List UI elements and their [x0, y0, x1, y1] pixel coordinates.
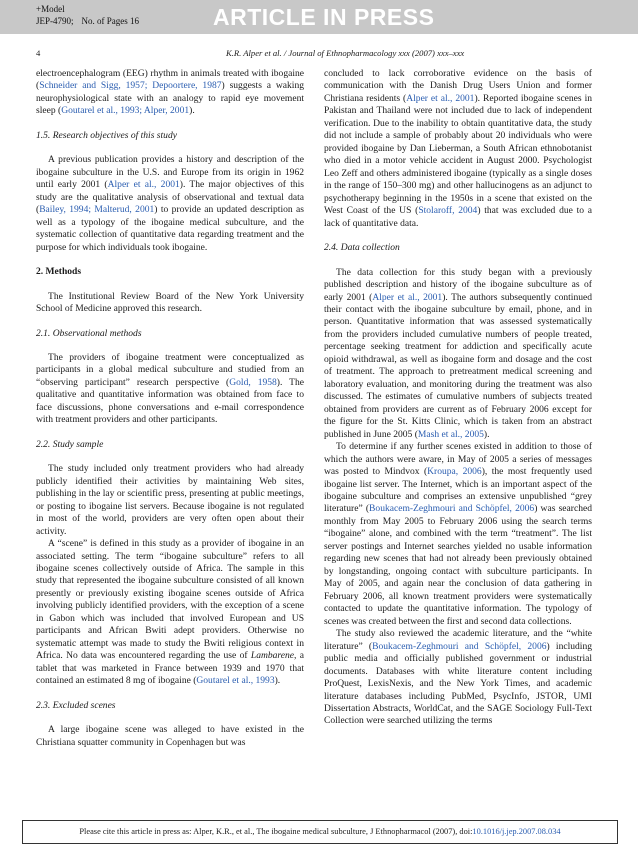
citation-link[interactable]: Schneider and Sigg, 1957; Depoortere, 1987 [39, 80, 222, 92]
citation-link[interactable]: Mash et al., 2005 [417, 428, 484, 440]
subsection-heading-2-2: 2.2. Study sample [36, 438, 104, 450]
paragraph: concluded to lack corroborative evidence on the basis of communication with the Danish Drug Users Union and former Christiana residents (Alper et al., 2001). Reported ibogaine scenes in Pakistan and Thailand were not included due to lack of independent verification. Due to the inability to obtain quantitative data, the study did not include a sample of probably about 20 individuals who were provided ibogaine by Dan Lieberman, a South African ethnobotanist who died in a motor vehicle accident in August 2000. Psychologist Leo Zeff and others administered ibogaine (typically as a single doses in the range of 150–300 mg) and other hallucinogens as an adjunct to psychotherapy beginning in the 1950s in a scene that existed on the West Coast of the US (Stolaroff, 2004) that was excluded due to a lack of quantitative data. [324, 68, 593, 229]
citation-link[interactable]: Goutarel et al., 1993 [196, 675, 275, 687]
paragraph: A large ibogaine scene was alleged to have existed in the Christiana squatter community in Copenhagen but was [36, 724, 304, 748]
citation-footer [22, 820, 618, 844]
citation-link[interactable]: Goutarel et al., 1993; Alper, 2001 [61, 105, 190, 117]
citation-link[interactable]: Boukacem-Zeghmouri and Schöpfel, 2006 [372, 640, 547, 652]
running-reference: K.R. Alper et al. / Journal of Ethnopharmacology xxx (2007) xxx–xxx [226, 48, 465, 58]
left-column [36, 68, 304, 749]
citation-link[interactable]: Stolaroff, 2004 [418, 205, 478, 217]
citation-link[interactable]: Gold, 1958 [229, 376, 277, 388]
citation-link[interactable]: Bailey, 1994; Malterud, 2001 [39, 204, 155, 216]
right-column [324, 68, 592, 728]
banner-title: ARTICLE IN PRESS [213, 4, 435, 30]
page-number: 4 [36, 48, 41, 58]
model-label: +Model [36, 4, 65, 14]
paragraph: The study also reviewed the academic literature, and the “white literature” (Boukacem-Zeghmouri and Schöpfel, 2006) including public media and officially published government or industrial documents. Databases with white literature content including ProQuest, LexisNexis, and the New York Times, and academic literature databases including PubMed, PsycInfo, JSTOR, UMI Dissertation Abstracts, WorldCat, and the SAGE Sociology Full-Text Collection were searched utilizing the terms [324, 628, 592, 727]
citation-link[interactable]: Kroupa, 2006 [427, 466, 482, 478]
paragraph: The providers of ibogaine treatment were conceptualized as participants in a global medical subculture and studied from an “observing participant” research perspective (Gold, 1958). The qualitative and quantitative information was obtained from face to face discussions, phone conversations and e-mail correspondence with treatment providers and other participants. [36, 351, 304, 426]
banner-meta [36, 3, 147, 27]
citation-link[interactable]: Boukacem-Zeghmouri and Schöpfel, 2006 [369, 503, 535, 515]
paragraph: A previous publication provides a history and description of the ibogaine subculture in the U.S. and Europe from its origin in 1962 until early 2001 (Alper et al., 2001). The major objectives of this study are the qualitative analysis of observational and textual data (Bailey, 1994; Malterud, 2001) to provide an updated description as well as a typology of the ibogaine medical subculture, and the systematic collection of quantitative data regarding treatment and the purpose for which individuals took ibogaine. [36, 154, 305, 253]
article-in-press-banner [0, 0, 638, 34]
paragraph: The data collection for this study began with a previously published description and history of the ibogaine subculture as of early 2001 (Alper et al., 2001). The authors subsequently continued their contact with the ibogaine subculture by email, phone, and in person. Quantitative information that was assessed systematically from the providers included cumulative numbers of people treated, percentage seeking treatment for addiction and specifically acute opioid withdrawal, as well as ibogaine form and dosage and the cost of treatment. The approach to pretreatment medical screening and laboratory evaluation, and monitoring during the treatment was also discussed. The estimates of cumulative numbers of subjects treated obtained from providers are current as of February 2006 except for the figure for the St. Kitts Clinic, which is taken from an abstract published in June 2005 (Mash et al., 2005). [324, 266, 592, 440]
subsection-heading-2-3: 2.3. Excluded scenes [36, 699, 116, 711]
subsection-heading-2-4: 2.4. Data collection [324, 242, 400, 254]
footer-citation-text: Please cite this article in press as: Alper, K.R., et al., The ibogaine medical subculture, J Ethnopharmacol (2007), doi: [79, 827, 473, 836]
doi-link[interactable]: 10.1016/j.jep.2007.08.034 [472, 827, 561, 836]
paragraph: The study included only treatment providers who had already publicly identified their activities by maintaining Web sites, publishing in the lay or scientific press, presenting at public meetings, or posting to ibogaine list servers. Because ibogaine is not regulated in most of the world, providers are very often open about their activity. [36, 463, 304, 537]
journal-code: JEP-4790; [36, 16, 74, 26]
citation-link[interactable]: Alper et al., 2001 [406, 92, 475, 104]
paragraph: The Institutional Review Board of the New York University School of Medicine approved this research. [36, 290, 304, 315]
paragraph: To determine if any further scenes existed in addition to those of which the authors were aware, in May of 2005 a series of messages was posted to Mindvox (Kroupa, 2006), the most frequently used ibogaine list server. The Internet, which is an important aspect of the ibogaine subculture and comprises an extensive unpublished “grey literature” (Boukacem-Zeghmouri and Schöpfel, 2006) was searched monthly from May 2005 to February 2006 using the search terms “ibogaine” alone, and combined with the term “treatment”. The list server postings and Internet searches yielded no usable information regarding new scenes that had not already been previously obtained by longstanding, ongoing contact with subculture participants. In May of 2005, and again near the conclusion of data gathering in February 2006, all known treatment providers were systematically contacted to update the quantitative information. The typology of scenes was created between the first and second data collections. [324, 441, 593, 627]
subsection-heading-2-1: 2.1. Observational methods [36, 327, 142, 339]
citation-link[interactable]: Alper et al., 2001 [107, 179, 180, 191]
section-heading-methods: 2. Methods [36, 266, 82, 278]
subsection-heading-1-5: 1.5. Research objectives of this study [36, 129, 177, 141]
citation-link[interactable]: Alper et al., 2001 [372, 291, 443, 303]
paragraph: A “scene” is defined in this study as a provider of ibogaine in an associated setting. The term “ibogaine subculture” refers to all ibogaine scenes collectively outside of Africa. The sample in this study that represented the ibogaine subculture consisted of all known presently or previously existing ibogaine scenes outside of Africa involving publicly identified providers, with the exception of a scene in Gabon which was included that involved European and US participants and African Bwiti adept providers. Otherwise no systematic attempt was made to study the Bwiti religious context in Africa. No data was encountered regarding the use of Lambarene, a tablet that was marketed in France between 1939 and 1970 that contained an estimated 8 mg of ibogaine (Goutarel et al., 1993). [36, 538, 305, 687]
page-count: No. of Pages 16 [81, 16, 140, 26]
paragraph: electroencephalogram (EEG) rhythm in animals treated with ibogaine (Schneider and Sigg, 1957; Depoortere, 1987) suggests a waking neurophysiological state with an analogy to rapid eye movement sleep (Goutarel et al., 1993; Alper, 2001). [36, 68, 304, 117]
